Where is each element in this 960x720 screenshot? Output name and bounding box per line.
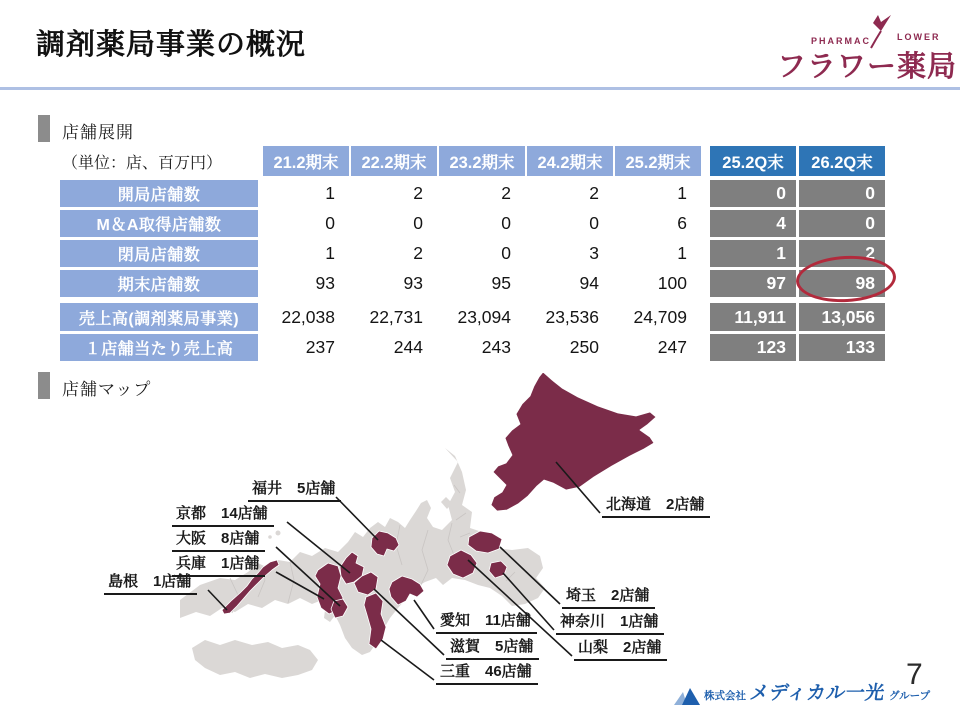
- map-label-fukui: 福井 5店舗: [248, 477, 341, 502]
- table-cell: 100: [657, 273, 687, 293]
- table-cell: 3: [589, 243, 599, 263]
- table-q-cell: 13,056: [799, 303, 885, 331]
- table-cell: 2: [501, 183, 511, 203]
- table-q-cell: 97: [710, 270, 796, 297]
- table-cell: 247: [657, 337, 687, 357]
- table-q-cell: 0: [799, 210, 885, 237]
- header-divider: [0, 87, 960, 90]
- logo-text-lower: LOWER: [897, 32, 941, 42]
- table-cell: 0: [413, 213, 423, 233]
- table-cell: 93: [403, 273, 423, 293]
- table-q-col-header: 26.2Q末: [799, 146, 885, 176]
- table-q-cell: 98: [799, 270, 885, 297]
- table-col-header: 24.2期末: [527, 146, 613, 176]
- table-col-header: 22.2期末: [351, 146, 437, 176]
- store-table: [60, 146, 890, 362]
- table-cell: 244: [393, 337, 423, 357]
- table-cell: 1: [677, 183, 687, 203]
- company-prefix: 株式会社: [704, 690, 746, 702]
- logo-brand-name: フラワー薬局: [777, 51, 958, 83]
- table-row-label: M＆A取得店舗数: [60, 210, 258, 237]
- table-cell: 0: [325, 213, 335, 233]
- table-row-label: 閉局店舗数: [60, 240, 258, 267]
- table-q-cell: 11,911: [710, 303, 796, 331]
- map-shikoku: [192, 640, 318, 678]
- company-name: メディカル一光: [748, 683, 887, 704]
- table-cell: 2: [413, 243, 423, 263]
- table-cell: 22,731: [369, 306, 423, 327]
- map-label-shimane: 島根 1店舗: [104, 570, 197, 595]
- table-cell: 24,709: [633, 306, 687, 327]
- map-label-shiga: 滋賀 5店舗: [446, 635, 539, 660]
- table-q-cell: 0: [710, 180, 796, 207]
- map-label-aichi: 愛知 11店舗: [436, 609, 537, 634]
- table-cell: 2: [589, 183, 599, 203]
- table-cell: 2: [413, 183, 423, 203]
- table-cell: 0: [589, 213, 599, 233]
- table-q-col-header: 25.2Q末: [710, 146, 796, 176]
- map-label-kyoto: 京都 14店舗: [172, 502, 274, 527]
- table-q-cell: 0: [799, 180, 885, 207]
- map-oki-island: [276, 531, 281, 536]
- table-q-cell: 133: [799, 334, 885, 361]
- table-cell: 6: [677, 213, 687, 233]
- section-title-map: 店舗マップ: [62, 380, 152, 399]
- table-cell: 0: [501, 213, 511, 233]
- map-label-hokkaido: 北海道 2店舗: [602, 493, 710, 518]
- table-cell: 237: [305, 337, 335, 357]
- page-title: 調剤薬局事業の概況: [36, 29, 307, 61]
- section-title-development: 店舗展開: [62, 123, 134, 142]
- table-col-header: 23.2期末: [439, 146, 525, 176]
- company-logo-icon: [674, 688, 700, 705]
- table-q-cell: 1: [710, 240, 796, 267]
- map-label-hyogo: 兵庫 1店舗: [172, 552, 265, 577]
- table-q-cell: 2: [799, 240, 885, 267]
- table-cell: 1: [325, 243, 335, 263]
- table-cell: 243: [481, 337, 511, 357]
- map-region-hokkaido: [491, 372, 656, 511]
- map-oki-island: [268, 535, 272, 539]
- table-cell: 23,536: [545, 306, 599, 327]
- map-label-mie: 三重 46店舗: [436, 660, 538, 685]
- table-row-label: 売上高(調剤薬局事業): [60, 303, 258, 331]
- flower-pharmacy-logo: [775, 8, 958, 84]
- logo-text-pharmac: PHARMAC: [811, 36, 871, 46]
- table-cell: 23,094: [457, 306, 511, 327]
- table-col-header: 25.2期末: [615, 146, 701, 176]
- map-label-osaka: 大阪 8店舗: [172, 527, 265, 552]
- company-suffix: グループ: [888, 690, 931, 702]
- table-cell: 22,038: [281, 306, 335, 327]
- table-cell: 94: [579, 273, 599, 293]
- table-cell: 1: [677, 243, 687, 263]
- table-cell: 95: [491, 273, 511, 293]
- map-label-saitama: 埼玉 2店舗: [562, 584, 655, 609]
- table-cell: 93: [315, 273, 335, 293]
- page-number: 7: [906, 658, 923, 691]
- table-q-cell: 4: [710, 210, 796, 237]
- table-cell: 1: [325, 183, 335, 203]
- section-bar: [38, 372, 50, 399]
- table-unit-note: （単位：店、百万円）: [62, 155, 223, 172]
- table-cell: 0: [501, 243, 511, 263]
- map-label-yamanashi: 山梨 2店舗: [574, 636, 667, 661]
- company-logo: [674, 678, 930, 705]
- table-row-label: 期末店舗数: [60, 270, 258, 297]
- table-q-cell: 123: [710, 334, 796, 361]
- map-label-kanagawa: 神奈川 1店舗: [556, 610, 664, 635]
- table-col-header: 21.2期末: [263, 146, 349, 176]
- table-row-label: 開局店舗数: [60, 180, 258, 207]
- table-cell: 250: [569, 337, 599, 357]
- section-bar: [38, 115, 50, 142]
- table-row-label: １店舗当たり売上高: [60, 334, 258, 361]
